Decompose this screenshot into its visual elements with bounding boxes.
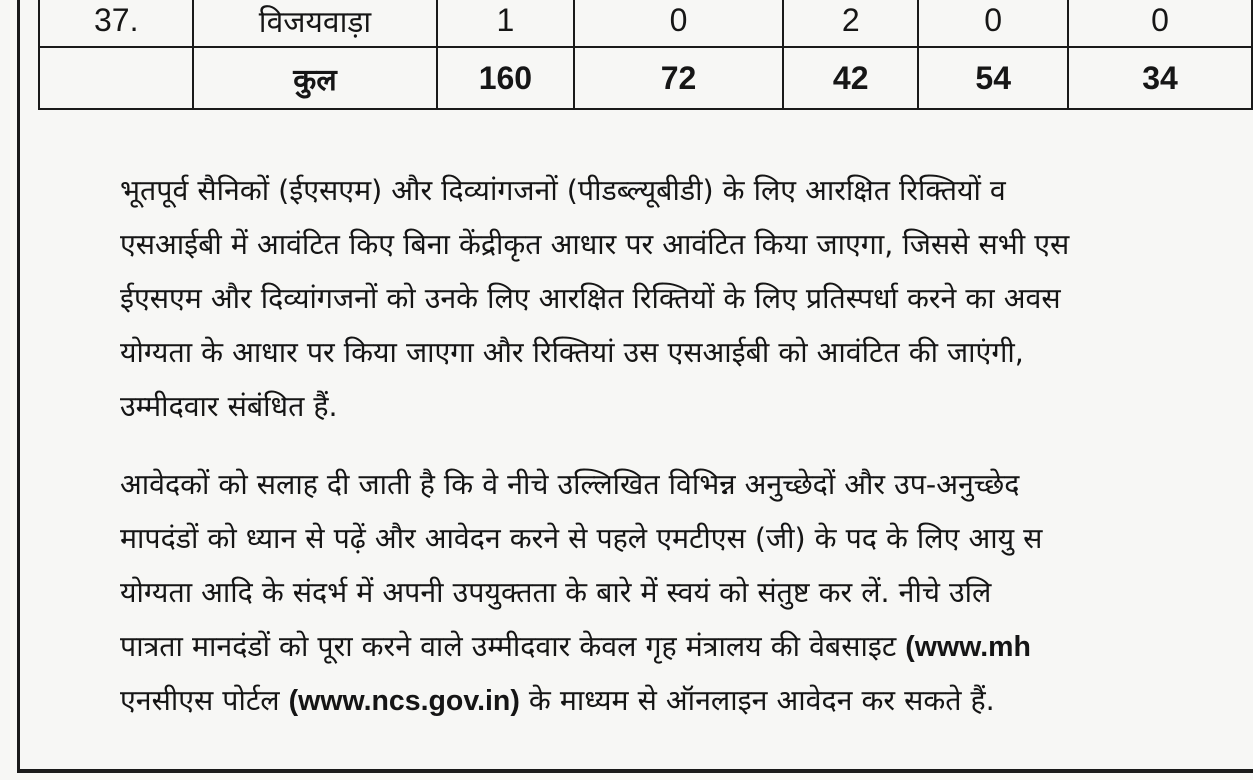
paragraph-line: एसआईबी में आवंटित किए बिना केंद्रीकृत आधार पर आवंटित किया जाएगा, जिससे सभी एस: [120, 228, 1070, 261]
paragraph-line: [120, 674, 1253, 728]
mha-website-link[interactable]: (www.mh: [905, 631, 1031, 663]
ncs-portal-link[interactable]: (www.ncs.gov.in): [288, 685, 520, 717]
table-cell: 2: [783, 0, 918, 47]
reservation-paragraph: [120, 164, 1253, 434]
serial-number-cell: 37.: [39, 0, 193, 47]
paragraph-text: के माध्यम से ऑनलाइन आवेदन कर सकते हैं.: [519, 684, 995, 717]
paragraph-line: आवेदकों को सलाह दी जाती है कि वे नीचे उल्लिखित विभिन्न अनुच्छेदों और उप-अनुच्छेद: [120, 468, 1020, 501]
advice-paragraph: [120, 458, 1253, 728]
paragraph-text: एनसीएस पोर्टल: [120, 684, 289, 717]
page-border-left: [17, 0, 20, 773]
paragraph-line: [120, 620, 1253, 674]
table-cell: 0: [918, 0, 1068, 47]
table-cell: 0: [574, 0, 783, 47]
paragraph-text: पात्रता मानदंडों को पूरा करने वाले उम्मीदवार केवल गृह मंत्रालय की वेबसाइट: [120, 630, 906, 663]
paragraph-line: मापदंडों को ध्यान से पढ़ें और आवेदन करने से पहले एमटीएस (जी) के पद के लिए आयु स: [120, 522, 1043, 555]
total-cell: 54: [918, 47, 1068, 109]
total-cell: 160: [437, 47, 574, 109]
total-cell: 72: [574, 47, 783, 109]
paragraph-line: उम्मीदवार संबंधित हैं.: [120, 390, 338, 423]
table-cell: 0: [1068, 0, 1252, 47]
total-row: [39, 47, 1252, 109]
paragraph-line: ईएसएम और दिव्यांगजनों को उनके लिए आरक्षित रिक्तियों के लिए प्रतिस्पर्धा करने का अवस: [120, 282, 1061, 315]
paragraph-line: भूतपूर्व सैनिकों (ईएसएम) और दिव्यांगजनों (पीडब्ल्यूबीडी) के लिए आरक्षित रिक्तियों व: [120, 174, 1006, 207]
table-cell: 1: [437, 0, 574, 47]
total-cell: 42: [783, 47, 918, 109]
sib-name-cell: विजयवाड़ा: [193, 0, 437, 47]
total-cell: 34: [1068, 47, 1252, 109]
vacancy-table: [38, 0, 1253, 110]
page-border-bottom: [17, 769, 1253, 773]
total-label-cell: कुल: [193, 47, 437, 109]
paragraph-line: योग्यता आदि के संदर्भ में अपनी उपयुक्तता के बारे में स्वयं को संतुष्ट कर लें. नीचे उलि: [120, 576, 992, 609]
table-row: [39, 0, 1252, 47]
empty-cell: [39, 47, 193, 109]
paragraph-line: योग्यता के आधार पर किया जाएगा और रिक्तियां उस एसआईबी को आवंटित की जाएंगी,: [120, 336, 1024, 369]
